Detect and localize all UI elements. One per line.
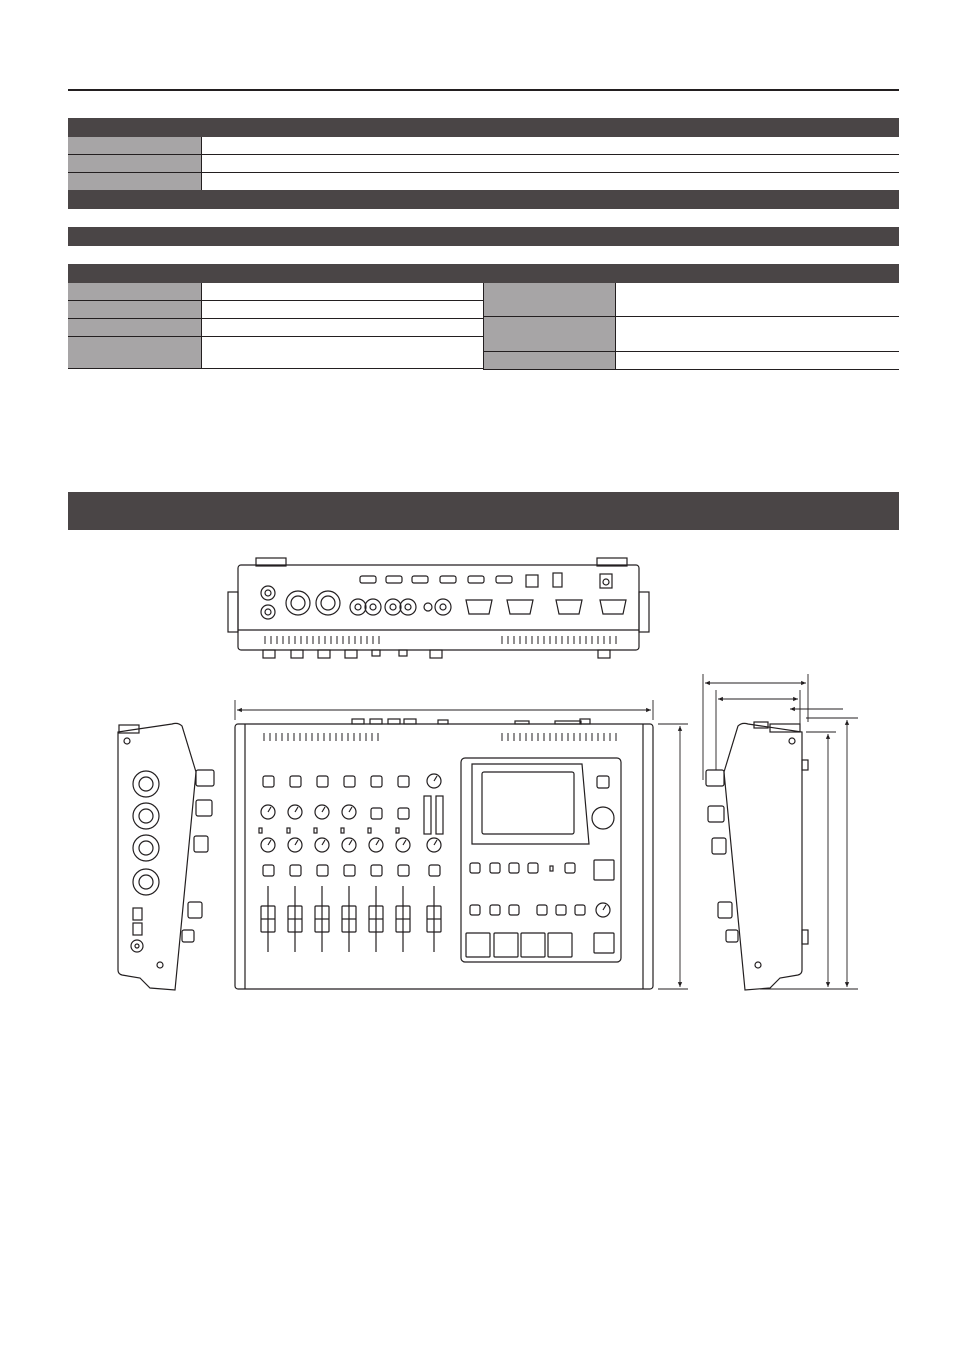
- rear-panel-view: [228, 558, 649, 658]
- right-side-view: [706, 722, 808, 990]
- top-view: [235, 719, 653, 989]
- width-dimension: [235, 700, 653, 720]
- left-side-view: [118, 723, 214, 990]
- depth-dimension: [658, 724, 688, 989]
